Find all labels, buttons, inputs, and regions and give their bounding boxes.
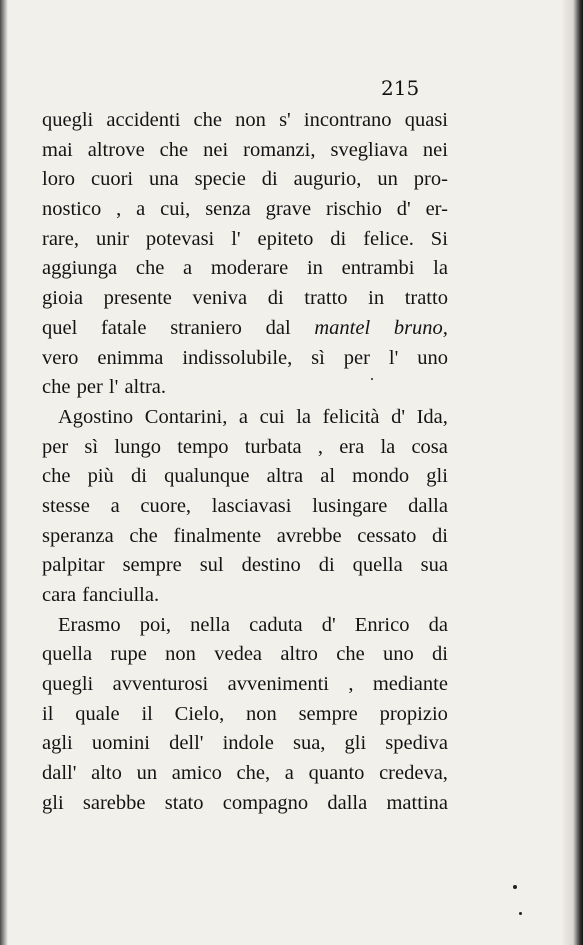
- text-line: mai altrove che nei romanzi, svegliava nei: [42, 138, 448, 161]
- page-left-edge: [0, 0, 8, 945]
- text-line: il quale il Cielo, non sempre propizio: [42, 702, 448, 725]
- text-line: dall' alto un amico che, a quanto credeva,: [42, 762, 448, 785]
- text-line: per sì lungo tempo turbata , era la cosa: [42, 435, 448, 458]
- text-line: quella rupe non vedea altro che uno di: [42, 643, 448, 666]
- text-line: speranza che finalmente avrebbe cessato di: [42, 524, 448, 547]
- text-line: vero enimma indissolubile, sì per l' uno: [42, 346, 448, 369]
- text-line: agli uomini dell' indole sua, gli spediva: [42, 732, 448, 755]
- text-line: che più di qualunque altra al mondo gli: [42, 465, 448, 488]
- text-line: nostico , a cui, senza grave rischio d' er-: [42, 198, 448, 221]
- text-line: Agostino Contarini, a cui la felicità d' Ida,: [58, 405, 448, 428]
- text-line: palpitar sempre sul destino di quella sua: [42, 554, 448, 577]
- text-line: gioia presente veniva di tratto in tratto: [42, 287, 448, 310]
- text-line: stesse a cuore, lasciavasi lusingare dalla: [42, 494, 448, 517]
- page-right-edge: [561, 0, 583, 945]
- text-line: rare, unir potevasi l' epiteto di felice. Si: [42, 227, 448, 250]
- ink-speck: [371, 378, 373, 380]
- text-line: che per l' altra.: [42, 376, 166, 399]
- text-line: Erasmo poi, nella caduta d' Enrico da: [58, 613, 448, 636]
- ink-speck: [519, 912, 522, 915]
- body-text: [42, 106, 448, 819]
- text-line: cara fanciulla.: [42, 584, 160, 606]
- text-line: quegli accidenti che non s' incontrano quasi: [42, 109, 448, 131]
- text-line: gli sarebbe stato compagno dalla mattina: [42, 791, 448, 814]
- text-line: loro cuori una specie di augurio, un pro-: [42, 168, 448, 191]
- text-line: quel fatale straniero dal mantel bruno,: [42, 316, 448, 339]
- text-line: aggiunga che a moderare in entrambi la: [42, 257, 448, 280]
- page-number: 215: [381, 76, 420, 100]
- ink-speck: [513, 885, 517, 889]
- text-line: quegli avventurosi avvenimenti , mediante: [42, 673, 448, 696]
